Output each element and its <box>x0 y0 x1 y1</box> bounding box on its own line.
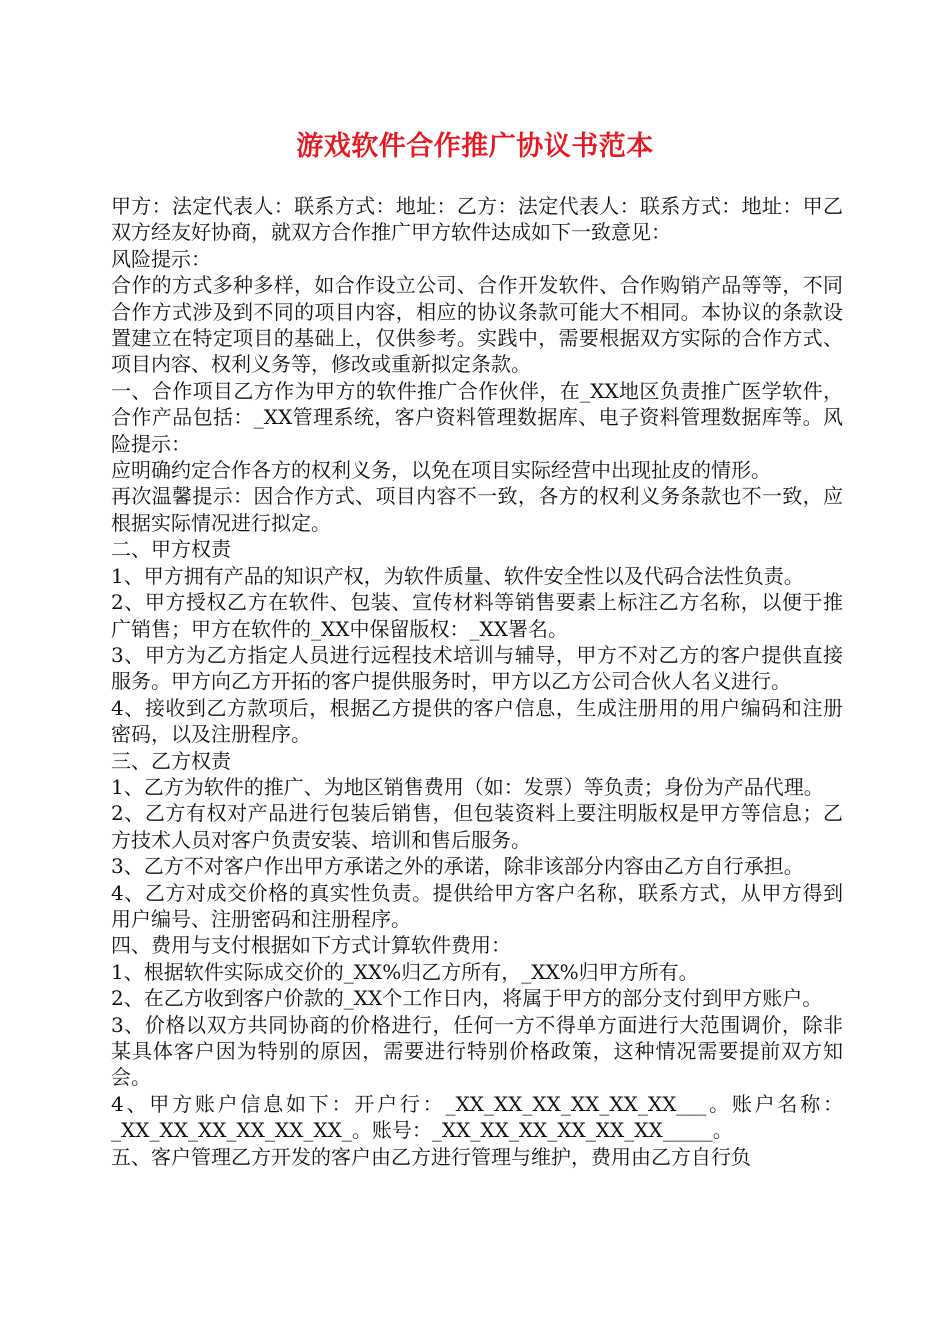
clause-3-1: 1、乙方为软件的推广、为地区销售费用（如：发票）等负责；身份为产品代理。 <box>111 774 824 799</box>
paragraph-section-1: 一、合作项目乙方作为甲方的软件推广合作伙伴，在_XX地区负责推广医学软件，合作产品包括：_XX管理系统，客户资料管理数据库、电子资料管理数据库等。风险提示： <box>111 378 843 456</box>
paragraph-reminder: 再次温馨提示：因合作方式、项目内容不一致，各方的权利义务条款也不一致，应根据实际情况进行拟定。 <box>111 484 843 535</box>
clause-2-4: 4、接收到乙方款项后，根据乙方提供的客户信息，生成注册用的用户编码和注册密码，以及注册程序。 <box>111 695 843 747</box>
paragraph-risk-intro: 合作的方式多种多样，如合作设立公司、合作开发软件、合作购销产品等等，不同合作方式涉及到不同的项目内容，相应的协议条款可能大不相同。本协议的条款设置建立在特定项目的基础上，仅供参考。实践中，需要根据双方实际的合作方式、项目内容、权利义务等，修改或重新拟定条款。 <box>111 273 843 377</box>
paragraph-risk-heading: 风险提示： <box>111 246 211 271</box>
clause-4-4: 4、甲方账户信息如下：开户行：_XX_XX_XX_XX_XX_XX___。账户名称：_XX_XX_XX_XX_XX_XX_。账号：_XX_XX_XX_XX_XX_XX_____。 <box>111 1091 843 1143</box>
clause-4-3: 3、价格以双方共同协商的价格进行，任何一方不得单方面进行大范围调价，除非某具体客户因为特别的原因，需要进行特别价格政策，这种情况需要提前双方知会。 <box>111 1012 843 1090</box>
clause-4-1: 1、根据软件实际成交价的_XX%归乙方所有，_XX%归甲方所有。 <box>111 959 699 984</box>
clause-4-2: 2、在乙方收到客户价款的_XX个工作日内，将属于甲方的部分支付到甲方账户。 <box>111 986 823 1011</box>
clause-3-3: 3、乙方不对客户作出甲方承诺之外的承诺，除非该部分内容由乙方自行承担。 <box>111 854 804 879</box>
section-heading-2: 二、甲方权责 <box>111 537 231 562</box>
paragraph-risk-note: 应明确约定合作各方的权利义务，以免在项目实际经营中出现扯皮的情形。 <box>111 458 771 483</box>
clause-2-1: 1、甲方拥有产品的知识产权，为软件质量、软件安全性以及代码合法性负责。 <box>111 563 804 588</box>
document-title: 游戏软件合作推广协议书范本 <box>296 131 654 162</box>
section-heading-3: 三、乙方权责 <box>111 748 231 773</box>
clause-3-4: 4、乙方对成交价格的真实性负责。提供给甲方客户名称，联系方式，从甲方得到用户编号、注册密码和注册程序。 <box>111 880 843 931</box>
section-heading-5: 五、客户管理乙方开发的客户由乙方进行管理与维护，费用由乙方自行负 <box>111 1144 751 1169</box>
clause-3-2: 2、乙方有权对产品进行包装后销售，但包装资料上要注明版权是甲方等信息；乙方技术人员对客户负责安装、培训和售后服务。 <box>111 801 843 852</box>
clause-2-3: 3、甲方为乙方指定人员进行远程技术培训与辅导，甲方不对乙方的客户提供直接服务。甲方向乙方开拓的客户提供服务时，甲方以乙方公司合伙人名义进行。 <box>111 642 843 694</box>
section-heading-4: 四、费用与支付根据如下方式计算软件费用： <box>111 933 511 958</box>
clause-2-2: 2、甲方授权乙方在软件、包装、宣传材料等销售要素上标注乙方名称，以便于推广销售；甲方在软件的_XX中保留版权：_XX署名。 <box>111 590 843 641</box>
paragraph-parties: 甲方：法定代表人：联系方式：地址：乙方：法定代表人：联系方式：地址：甲乙双方经友好协商，就双方合作推广甲方软件达成如下一致意见： <box>111 194 843 245</box>
document-body <box>111 193 843 1170</box>
